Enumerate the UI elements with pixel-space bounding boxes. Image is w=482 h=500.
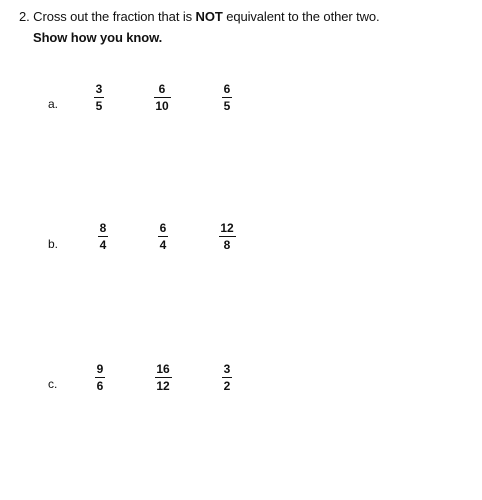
fraction-bar [95,377,105,378]
question-instruction: Show how you know. [33,30,163,45]
numerator: 12 [220,221,234,235]
question-text-part2: equivalent to the other two. [226,9,380,24]
fraction-bar [155,377,172,378]
fraction-bar [98,236,108,237]
denominator: 4 [99,238,107,253]
numerator: 16 [156,362,170,376]
row-a-fraction-1[interactable] [79,83,119,113]
question-emphasis: NOT [195,9,223,24]
row-b-fraction-2[interactable] [143,222,183,252]
row-b-fraction-3[interactable] [207,222,247,252]
fraction-bar [222,377,232,378]
row-c-fraction-2[interactable] [143,363,183,393]
question-text-part1: Cross out the fraction that is [33,9,193,24]
numerator: 9 [96,362,104,376]
numerator: 8 [99,221,107,235]
question-prompt [19,9,380,24]
row-c-label: c. [48,377,58,391]
row-a-fraction-3[interactable] [207,83,247,113]
numerator: 3 [223,362,231,376]
fraction-bar [219,236,236,237]
numerator: 6 [223,82,231,96]
row-c-fraction-3[interactable] [207,363,247,393]
denominator: 5 [223,99,231,114]
row-a-label: a. [48,97,59,111]
numerator: 6 [158,82,166,96]
denominator: 6 [96,379,104,394]
row-b-label: b. [48,237,59,251]
fraction-bar [158,236,168,237]
question-number: 2. [19,9,30,24]
row-a-fraction-2[interactable] [142,83,182,113]
denominator: 8 [223,238,231,253]
fraction-bar [222,97,232,98]
denominator: 4 [159,238,167,253]
fraction-bar [94,97,104,98]
denominator: 2 [223,379,231,394]
row-c-fraction-1[interactable] [80,363,120,393]
numerator: 3 [95,82,103,96]
numerator: 6 [159,221,167,235]
row-b-fraction-1[interactable] [83,222,123,252]
denominator: 5 [95,99,103,114]
fraction-bar [154,97,171,98]
denominator: 10 [155,99,169,114]
denominator: 12 [156,379,170,394]
